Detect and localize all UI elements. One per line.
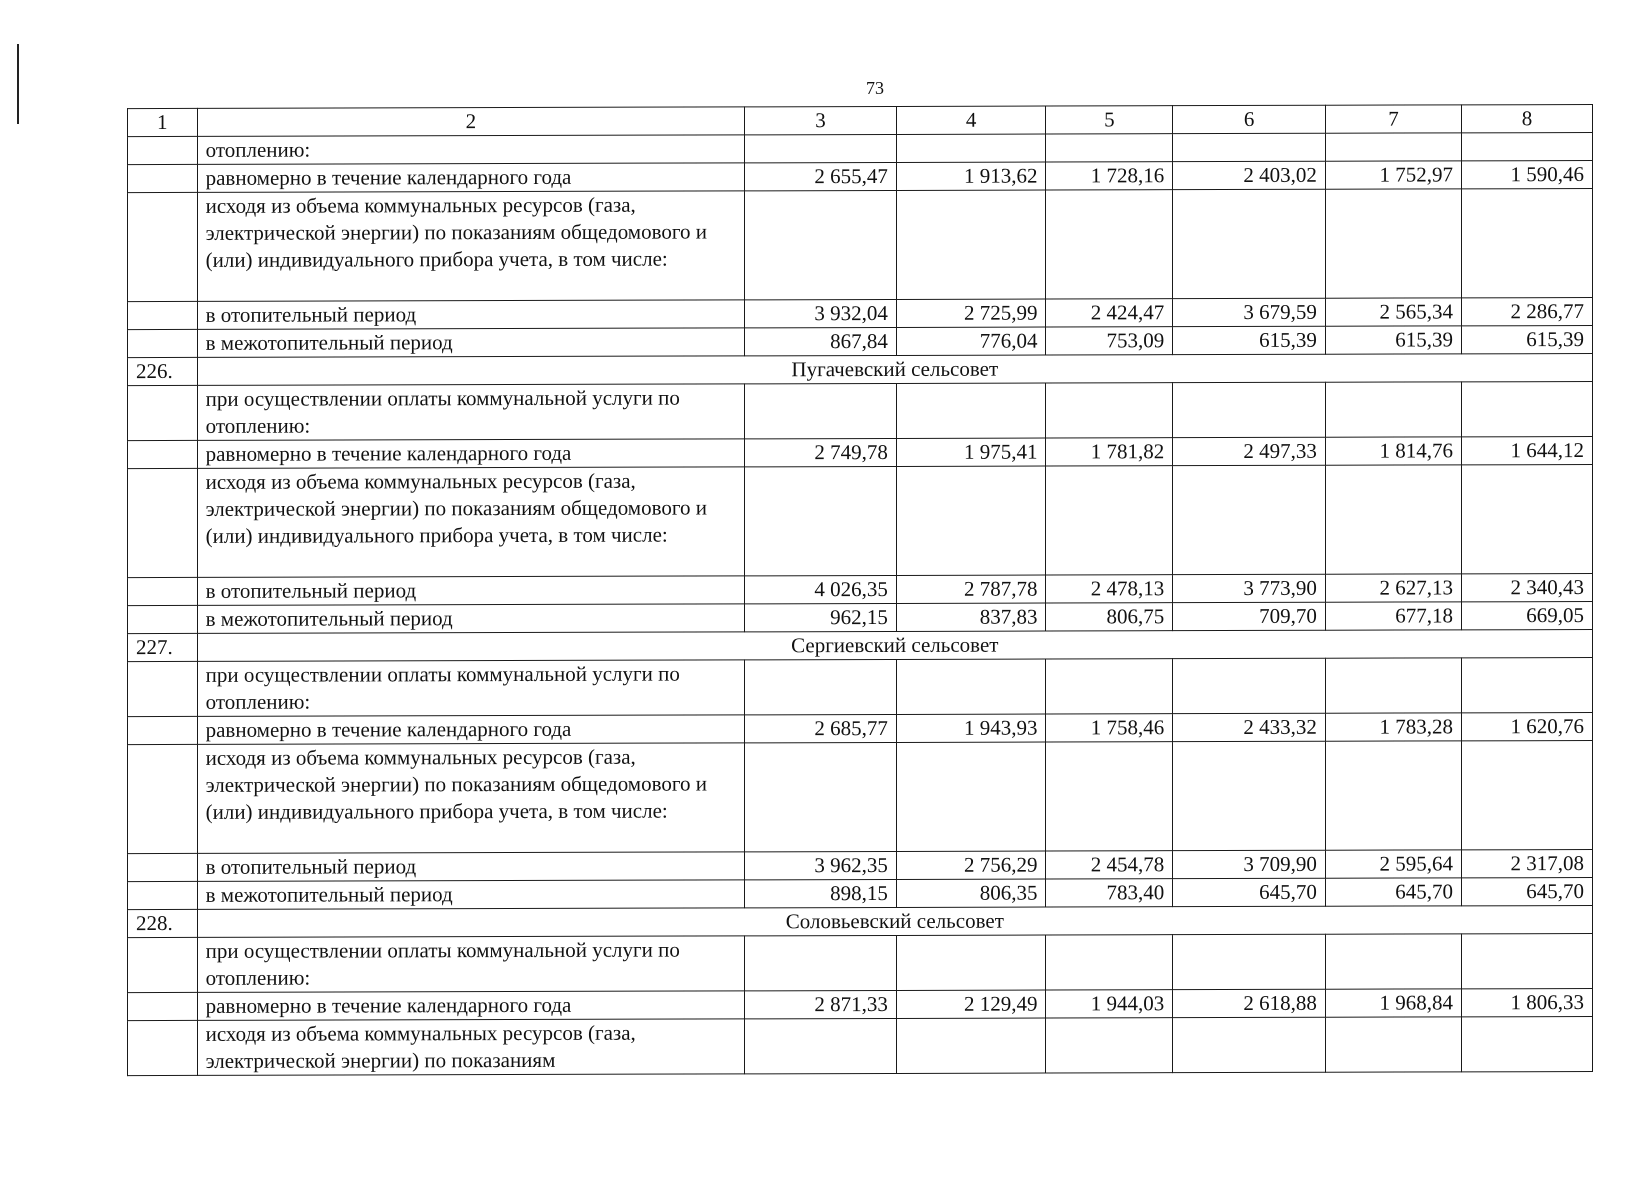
- value-cell: 2 787,78: [896, 575, 1046, 603]
- value-cell: 2 454,78: [1046, 851, 1173, 879]
- header-cell: 4: [896, 106, 1046, 134]
- value-cell: [745, 466, 897, 575]
- row-description: в межотопительный период: [197, 604, 745, 634]
- value-cell: [1462, 1017, 1593, 1072]
- section-title: Сергиевский сельсовет: [197, 630, 1592, 662]
- value-cell: 2 340,43: [1462, 574, 1593, 602]
- row-number: [128, 937, 198, 992]
- value-cell: 1 783,28: [1325, 713, 1461, 741]
- value-cell: [745, 659, 897, 714]
- header-cell: 7: [1325, 105, 1461, 133]
- value-cell: [1173, 934, 1326, 989]
- value-cell: [745, 383, 897, 438]
- value-cell: [1462, 382, 1593, 437]
- row-description: в отопительный период: [197, 576, 745, 606]
- row-number: [128, 301, 198, 329]
- header-cell: 5: [1046, 106, 1173, 134]
- value-cell: [1325, 741, 1461, 850]
- value-cell: 1 752,97: [1325, 161, 1461, 189]
- value-cell: 1 758,46: [1046, 714, 1173, 742]
- page-number: 73: [866, 78, 884, 98]
- value-cell: [1046, 935, 1173, 990]
- header-cell: 2: [197, 107, 745, 137]
- section-title: Соловьевский сельсовет: [197, 906, 1592, 938]
- value-cell: [896, 742, 1046, 851]
- header-cell: 8: [1462, 105, 1593, 133]
- row-number: 228.: [128, 909, 198, 937]
- value-cell: 962,15: [745, 603, 897, 631]
- value-cell: 2 403,02: [1173, 161, 1326, 189]
- table-row: [128, 602, 1593, 634]
- table-row: [128, 189, 1593, 302]
- value-cell: [1325, 1017, 1461, 1072]
- value-cell: [896, 935, 1046, 990]
- table-row: [128, 161, 1593, 193]
- table-row: [128, 741, 1593, 854]
- value-cell: [1325, 934, 1461, 989]
- value-cell: 1 644,12: [1462, 437, 1593, 465]
- value-cell: 2 749,78: [745, 438, 897, 466]
- row-number: [128, 468, 198, 577]
- value-cell: [745, 134, 897, 162]
- table-row: [128, 658, 1593, 717]
- row-description: в межотопительный период: [197, 328, 745, 358]
- row-number: [128, 853, 198, 881]
- value-cell: 4 026,35: [745, 575, 897, 603]
- value-cell: [1325, 465, 1461, 574]
- row-number: [128, 881, 198, 909]
- row-number: 226.: [128, 357, 198, 385]
- value-cell: 3 709,90: [1173, 850, 1326, 878]
- value-cell: 1 975,41: [896, 438, 1046, 466]
- table-row: [128, 574, 1593, 606]
- value-cell: 1 781,82: [1046, 438, 1173, 466]
- value-cell: [896, 383, 1046, 438]
- value-cell: [1173, 382, 1326, 437]
- table-row: [128, 437, 1593, 469]
- value-cell: 2 433,32: [1173, 713, 1326, 741]
- row-number: [128, 992, 198, 1020]
- value-cell: 3 773,90: [1173, 574, 1326, 602]
- row-description: равномерно в течение календарного года: [197, 163, 745, 193]
- value-cell: [745, 190, 897, 299]
- value-cell: [1325, 189, 1461, 298]
- row-number: [128, 440, 198, 468]
- value-cell: [1325, 133, 1461, 161]
- row-description: исходя из объема коммунальных ресурсов (газа, электрической энергии) по показаниям общедомового и (или) индивидуального прибора учета, в том числе:: [197, 743, 745, 854]
- value-cell: [1046, 742, 1173, 851]
- value-cell: [896, 190, 1046, 299]
- value-cell: [896, 466, 1046, 575]
- table-body: [128, 105, 1593, 1076]
- value-cell: 837,83: [896, 603, 1046, 631]
- row-number: [128, 385, 198, 440]
- value-cell: 2 424,47: [1046, 299, 1173, 327]
- value-cell: [1046, 383, 1173, 438]
- row-number: [128, 136, 198, 164]
- value-cell: 2 871,33: [745, 990, 897, 1018]
- value-cell: [1046, 190, 1173, 299]
- value-cell: 2 129,49: [896, 990, 1046, 1018]
- row-description: отоплению:: [197, 135, 745, 165]
- value-cell: 2 627,13: [1325, 574, 1461, 602]
- row-number: [128, 1020, 198, 1075]
- value-cell: [745, 935, 897, 990]
- value-cell: [1462, 133, 1593, 161]
- section-row: [128, 906, 1593, 938]
- value-cell: 776,04: [896, 327, 1046, 355]
- value-cell: 898,15: [745, 879, 897, 907]
- value-cell: [1173, 465, 1326, 574]
- row-description: равномерно в течение календарного года: [197, 715, 745, 745]
- value-cell: 2 317,08: [1462, 850, 1593, 878]
- value-cell: [1173, 658, 1326, 713]
- value-cell: 3 962,35: [745, 851, 897, 879]
- value-cell: [1173, 741, 1326, 850]
- value-cell: [1462, 741, 1593, 850]
- value-cell: 615,39: [1462, 326, 1593, 354]
- header-cell: 6: [1173, 105, 1326, 133]
- value-cell: 1 913,62: [896, 162, 1046, 190]
- tariff-table: [127, 104, 1593, 1076]
- row-description: в отопительный период: [197, 300, 745, 330]
- value-cell: [1046, 1018, 1173, 1073]
- value-cell: [745, 742, 897, 851]
- tariff-table-wrapper: [127, 104, 1593, 1074]
- value-cell: 806,75: [1046, 603, 1173, 631]
- value-cell: 2 565,34: [1325, 298, 1461, 326]
- row-description: исходя из объема коммунальных ресурсов (газа, электрической энергии) по показаниям общедомового и (или) индивидуального прибора учета, в том числе:: [197, 467, 745, 578]
- value-cell: [896, 659, 1046, 714]
- row-number: [128, 661, 198, 716]
- value-cell: 615,39: [1325, 326, 1461, 354]
- value-cell: [1462, 934, 1593, 989]
- table-row: [128, 989, 1593, 1021]
- value-cell: [1046, 134, 1173, 162]
- table-row: [128, 850, 1593, 882]
- value-cell: 1 728,16: [1046, 162, 1173, 190]
- value-cell: [1325, 382, 1461, 437]
- value-cell: 669,05: [1462, 602, 1593, 630]
- value-cell: [1173, 1017, 1326, 1072]
- value-cell: [1046, 466, 1173, 575]
- value-cell: 1 944,03: [1046, 990, 1173, 1018]
- row-description: при осуществлении оплаты коммунальной услуги по отоплению:: [197, 660, 745, 717]
- table-row: [128, 326, 1593, 358]
- row-number: [128, 744, 198, 853]
- value-cell: 2 595,64: [1325, 850, 1461, 878]
- row-description: при осуществлении оплаты коммунальной услуги по отоплению:: [197, 936, 745, 993]
- value-cell: [1173, 133, 1326, 161]
- row-description: при осуществлении оплаты коммунальной услуги по отоплению:: [197, 384, 745, 441]
- value-cell: [1462, 465, 1593, 574]
- value-cell: 1 968,84: [1325, 989, 1461, 1017]
- table-row: [128, 934, 1593, 993]
- row-description: в межотопительный период: [197, 880, 745, 910]
- value-cell: 1 590,46: [1462, 161, 1593, 189]
- value-cell: 2 497,33: [1173, 437, 1326, 465]
- row-description: равномерно в течение календарного года: [197, 991, 745, 1021]
- value-cell: 1 814,76: [1325, 437, 1461, 465]
- table-row: [128, 713, 1593, 745]
- row-description: равномерно в течение календарного года: [197, 439, 745, 469]
- header-cell: 3: [745, 106, 897, 134]
- value-cell: [1462, 189, 1593, 298]
- row-number: 227.: [128, 633, 198, 661]
- table-row: [128, 133, 1593, 165]
- value-cell: 645,70: [1325, 878, 1461, 906]
- value-cell: 615,39: [1173, 326, 1326, 354]
- row-description: в отопительный период: [197, 852, 745, 882]
- value-cell: 2 478,13: [1046, 575, 1173, 603]
- value-cell: 2 655,47: [745, 162, 897, 190]
- value-cell: 1 943,93: [896, 714, 1046, 742]
- row-description: исходя из объема коммунальных ресурсов (газа, электрической энергии) по показаниям общедомового и (или) индивидуального прибора учета, в том числе:: [197, 191, 745, 302]
- value-cell: 645,70: [1462, 878, 1593, 906]
- value-cell: 1 806,33: [1462, 989, 1593, 1017]
- header-row: [128, 105, 1593, 137]
- value-cell: 2 618,88: [1173, 989, 1326, 1017]
- value-cell: [745, 1018, 897, 1073]
- row-number: [128, 605, 198, 633]
- value-cell: [1046, 659, 1173, 714]
- table-row: [128, 878, 1593, 910]
- value-cell: 2 756,29: [896, 851, 1046, 879]
- table-row: [128, 382, 1593, 441]
- value-cell: [1173, 189, 1326, 298]
- row-number: [128, 716, 198, 744]
- row-number: [128, 192, 198, 301]
- row-number: [128, 329, 198, 357]
- value-cell: 3 679,59: [1173, 298, 1326, 326]
- section-title: Пугачевский сельсовет: [197, 354, 1592, 386]
- row-number: [128, 577, 198, 605]
- row-number: [128, 164, 198, 192]
- value-cell: 1 620,76: [1462, 713, 1593, 741]
- table-row: [128, 1017, 1593, 1076]
- value-cell: 677,18: [1325, 602, 1461, 630]
- table-row: [128, 298, 1593, 330]
- value-cell: 2 286,77: [1462, 298, 1593, 326]
- value-cell: 2 685,77: [745, 714, 897, 742]
- section-row: [128, 354, 1593, 386]
- row-description: исходя из объема коммунальных ресурсов (газа, электрической энергии) по показаниям: [197, 1019, 745, 1076]
- value-cell: 806,35: [896, 879, 1046, 907]
- value-cell: 645,70: [1173, 878, 1326, 906]
- value-cell: [1462, 658, 1593, 713]
- value-cell: 783,40: [1046, 879, 1173, 907]
- header-cell: 1: [128, 108, 198, 136]
- value-cell: 867,84: [745, 327, 897, 355]
- value-cell: [896, 134, 1046, 162]
- section-row: [128, 630, 1593, 662]
- value-cell: 2 725,99: [896, 299, 1046, 327]
- table-row: [128, 465, 1593, 578]
- value-cell: [896, 1018, 1046, 1073]
- value-cell: 753,09: [1046, 327, 1173, 355]
- value-cell: 709,70: [1173, 602, 1326, 630]
- value-cell: 3 932,04: [745, 299, 897, 327]
- value-cell: [1325, 658, 1461, 713]
